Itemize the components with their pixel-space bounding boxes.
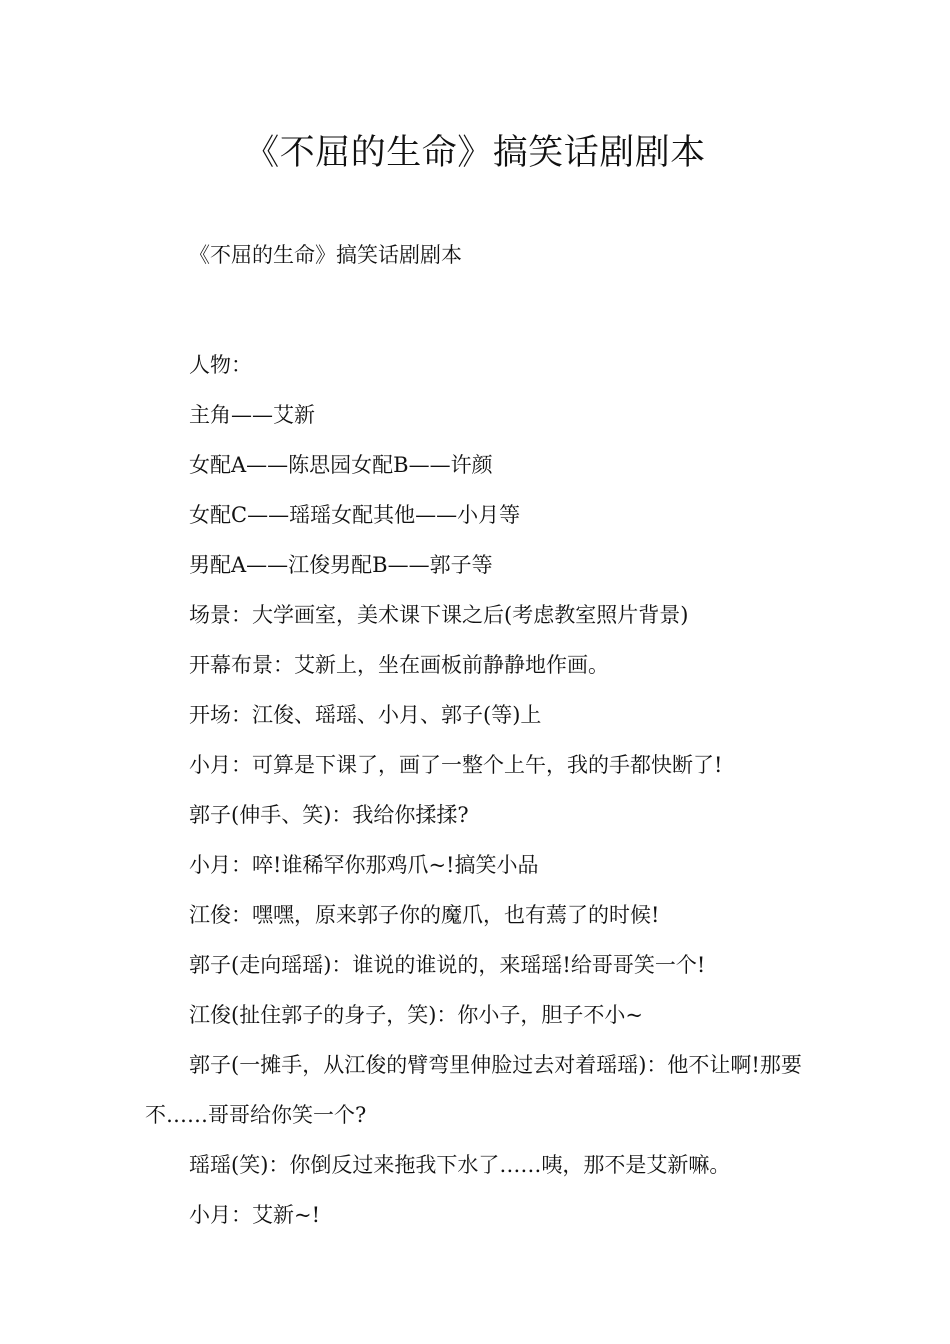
paragraph: 瑶瑶(笑)：你倒反过来拖我下水了……咦，那不是艾新嘛。 xyxy=(189,1153,731,1177)
paragraph: 主角——艾新 xyxy=(189,403,315,427)
paragraph: 男配A——江俊男配B——郭子等 xyxy=(189,553,493,577)
paragraph: 郭子(伸手、笑)：我给你揉揉? xyxy=(189,803,469,827)
document-subtitle: 《不屈的生命》搞笑话剧剧本 xyxy=(189,243,462,267)
paragraph: 江俊：嘿嘿，原来郭子你的魔爪，也有蔫了的时候! xyxy=(189,903,660,927)
paragraph: 小月：可算是下课了，画了一整个上午，我的手都快断了! xyxy=(189,753,723,777)
paragraph: 人物： xyxy=(189,353,252,377)
paragraph: 场景：大学画室，美术课下课之后(考虑教室照片背景) xyxy=(189,603,689,627)
paragraph: 女配A——陈思园女配B——许颜 xyxy=(189,453,493,477)
document-title: 《不屈的生命》搞笑话剧剧本 xyxy=(244,133,706,173)
paragraph: 江俊(扯住郭子的身子，笑)：你小子，胆子不小~ xyxy=(189,1003,643,1027)
paragraph: 开场：江俊、瑶瑶、小月、郭子(等)上 xyxy=(189,703,542,727)
paragraph: 郭子(走向瑶瑶)：谁说的谁说的，来瑶瑶!给哥哥笑一个! xyxy=(189,953,706,977)
paragraph: 开幕布景：艾新上，坐在画板前静静地作画。 xyxy=(189,653,609,677)
paragraph: 小月：啐!谁稀罕你那鸡爪~!搞笑小品 xyxy=(189,853,539,877)
paragraph: 郭子(一摊手，从江俊的臂弯里伸脸过去对着瑶瑶)：他不让啊!那要不……哥哥给你笑一个? xyxy=(145,1053,802,1127)
paragraph-spacer xyxy=(145,280,825,340)
document-body xyxy=(145,230,825,1240)
paragraph: 小月：艾新~! xyxy=(189,1203,321,1227)
paragraph: 女配C——瑶瑶女配其他——小月等 xyxy=(189,503,521,527)
